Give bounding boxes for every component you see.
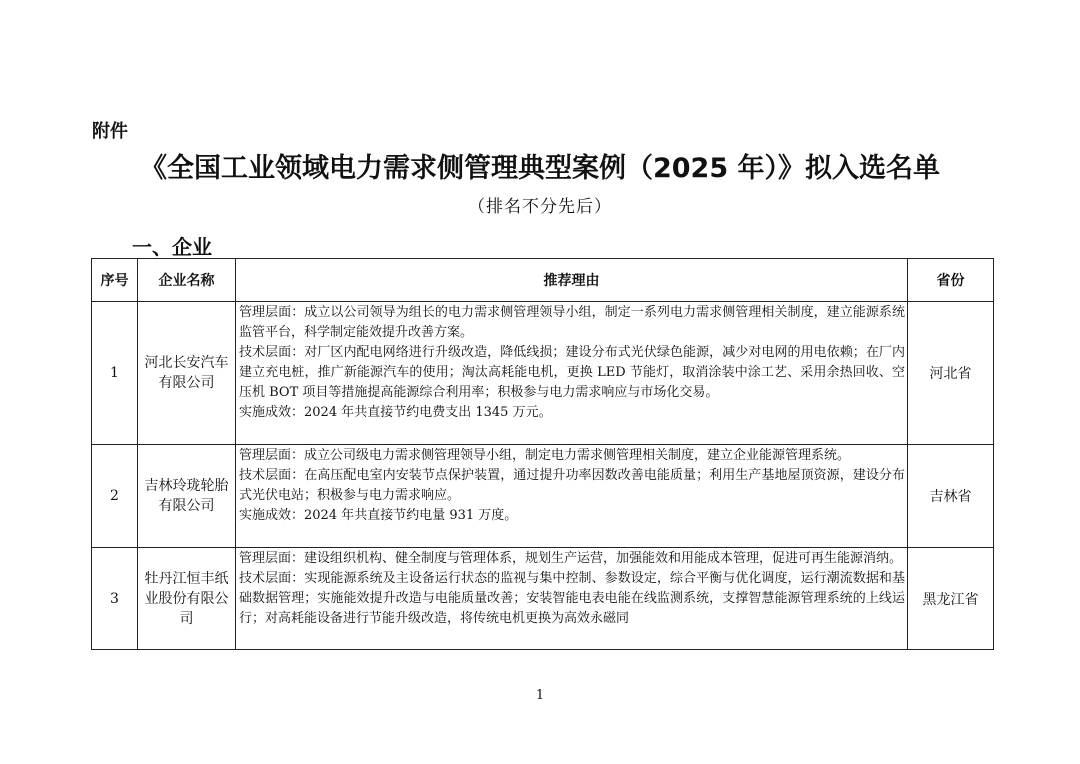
column-header-index: 序号 bbox=[92, 259, 138, 302]
table-row bbox=[92, 548, 994, 650]
attachment-label: 附件 bbox=[92, 121, 128, 142]
column-header-province: 省份 bbox=[908, 259, 994, 302]
row-index: 3 bbox=[92, 548, 138, 650]
row-province: 吉林省 bbox=[908, 445, 994, 548]
reason-technology: 技术层面：对厂区内配电网络进行升级改造，降低线损；建设分布式光伏绿色能源，减少对电网的用电依赖；在厂内建立充电桩，推广新能源汽车的使用；淘汰高耗能电机，更换 LED 节能灯，取消涂装中涂工艺、采用余热回收、空压机 BOT 项目等措施提高能源综合利用率；积极参与电力需求响应与市场化交易。 bbox=[239, 345, 905, 400]
reason-technology: 技术层面：在高压配电室内安装节点保护装置，通过提升功率因数改善电能质量；利用生产基地屋顶资源，建设分布式光伏电站；积极参与电力需求响应。 bbox=[239, 468, 905, 503]
table-row bbox=[92, 445, 994, 548]
reason-management: 管理层面：建设组织机构、健全制度与管理体系，规划生产运营，加强能效和用能成本管理，促进可再生能源消纳。 bbox=[239, 551, 903, 566]
row-index: 2 bbox=[92, 445, 138, 548]
row-reason bbox=[236, 445, 908, 548]
row-province: 河北省 bbox=[908, 302, 994, 445]
column-header-company: 企业名称 bbox=[138, 259, 236, 302]
row-reason bbox=[236, 302, 908, 445]
reason-results: 实施成效：2024 年共直接节约电费支出 1345 万元。 bbox=[239, 405, 552, 420]
reason-management: 管理层面：成立公司级电力需求侧管理领导小组，制定电力需求侧管理相关制度，建立企业能源管理系统。 bbox=[239, 448, 851, 463]
reason-technology: 技术层面：实现能源系统及主设备运行状态的监视与集中控制、参数设定，综合平衡与优化调度，运行潮流数据和基础数据管理；实施能效提升改造与电能质量改善；安装智能电表电能在线监测系统，支撑智慧能源管理系统的上线运行；对高耗能设备进行节能升级改造，将传统电机更换为高效永磁同 bbox=[239, 571, 905, 626]
table-header-row bbox=[92, 259, 994, 302]
page-number: 1 bbox=[535, 688, 545, 703]
row-company: 河北长安汽车有限公司 bbox=[138, 302, 236, 445]
row-index: 1 bbox=[92, 302, 138, 445]
row-company: 牡丹江恒丰纸业股份有限公司 bbox=[138, 548, 236, 650]
table-row bbox=[92, 302, 994, 445]
document-title: 《全国工业领域电力需求侧管理典型案例（2025 年）》拟入选名单 bbox=[139, 153, 941, 184]
row-reason bbox=[236, 548, 908, 650]
section-title: 一、企业 bbox=[132, 235, 212, 259]
column-header-reason: 推荐理由 bbox=[236, 259, 908, 302]
reason-results: 实施成效：2024 年共直接节约电量 931 万度。 bbox=[239, 508, 518, 523]
document-subtitle: （排名不分先后） bbox=[468, 197, 612, 217]
row-province: 黑龙江省 bbox=[908, 548, 994, 650]
candidate-table bbox=[91, 258, 994, 650]
reason-clipped-content bbox=[239, 549, 905, 647]
reason-management: 管理层面：成立以公司领导为组长的电力需求侧管理领导小组，制定一系列电力需求侧管理相关制度，建立能源系统监管平台，科学制定能效提升改善方案。 bbox=[239, 305, 905, 340]
row-company: 吉林玲珑轮胎有限公司 bbox=[138, 445, 236, 548]
